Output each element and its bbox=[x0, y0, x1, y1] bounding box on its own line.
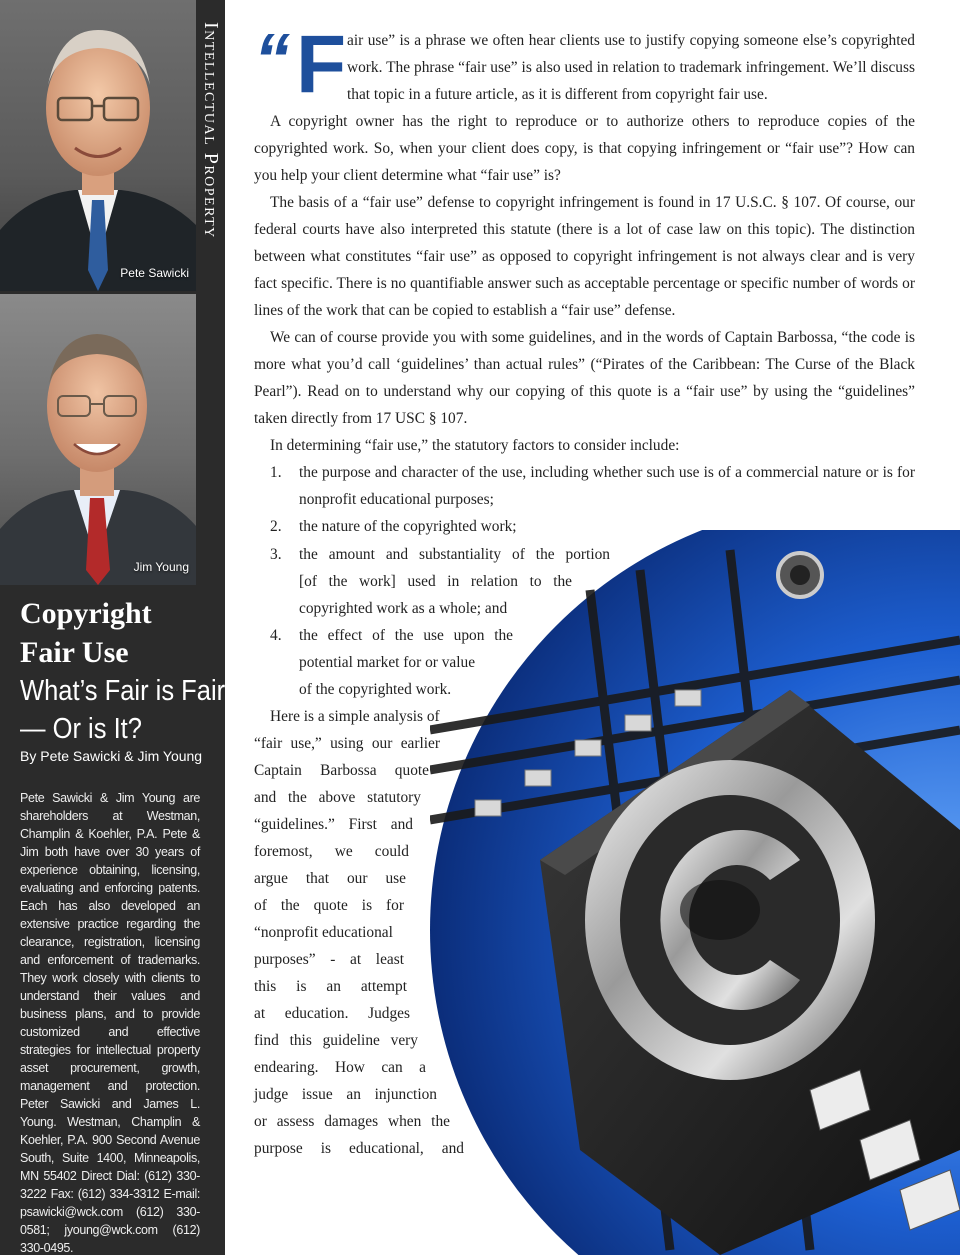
factors-list-continued bbox=[254, 541, 614, 703]
article-title bbox=[20, 594, 226, 748]
paragraph-3: The basis of a “fair use” defense to copyright infringement is found in 17 U.S.C. § 107. Of course, our federal courts have also interpreted this statute (there is a lot of case law on this topic). The distinction between what constitutes “fair use” as opposed to copyright infringement is not always clear and is very fact specific. There is no quantifiable answer such as acceptable percentage or specific number of words or lines of the work that can be copied to establish a “fair use” defense. bbox=[254, 194, 915, 319]
list-item: 1. the purpose and character of the use, including whether such use is of a commercial nature or is for nonprofit educational purposes; bbox=[270, 464, 915, 508]
sidebar bbox=[0, 0, 225, 1255]
author-bio: Pete Sawicki & Jim Young are shareholders at Westman, Champlin & Koehler, P.A. Pete & Jim both have over 30 years of experience obtaining, licensing, evaluating and enforcing patents. Each has also developed an extensive practice regarding the clearance, registration, licensing and enforcement of trademarks. They work closely with clients to understand their values and business plans, and to provide customized and effective strategies for intellectual property asset procurement, growth, management and protection. Peter Sawicki and James L. Young. Westman, Champlin & Koehler, P.A. 900 Second Avenue South, Suite 1400, Minneapolis, MN 55402 Direct Dial: (612) 330-3222 Fax: (612) 334-3312 E-mail: psawicki@wck.com (612) 330-0581; jyoung@wck.com (612) 330-0495. bbox=[20, 791, 200, 1255]
list-item: 4. the effect of the use upon the potential market for or value of the copyrighted work. bbox=[270, 627, 513, 698]
byline: By Pete Sawicki & Jim Young bbox=[20, 748, 203, 764]
drop-cap-quote: “ bbox=[254, 20, 290, 100]
paragraph-2: A copyright owner has the right to reproduce or to authorize others to reproduce copies of the copyrighted work. So, when your client does copy, is that copying infringement or “fair use”? How can you help your client determine what “fair use” is? bbox=[254, 113, 915, 184]
subtitle-line-2: — Or is It? bbox=[20, 713, 142, 745]
photo-caption-jim: Jim Young bbox=[133, 560, 189, 574]
analysis-paragraph: Here is a simple analysis of “fair use,” using our earlier Captain Barbossa quote and the above statutory “guidelines.” First and foremost, we could argue that our use of the quote is for “nonprofit educational purposes” - at least this is an attempt at education. Judges find this guideline very endearing. How can a judge issue an injunction or assess damages when the purpose is educational, and bbox=[254, 708, 464, 1157]
factors-list bbox=[254, 459, 915, 540]
drop-cap-letter: F bbox=[296, 19, 347, 110]
article-body bbox=[254, 19, 915, 540]
paragraph-5: In determining “fair use,” the statutory factors to consider include: bbox=[270, 437, 680, 454]
title-line-1: Copyright bbox=[20, 597, 152, 630]
title-line-2: Fair Use bbox=[20, 636, 129, 669]
author-photo-pete-sawicki bbox=[0, 0, 196, 291]
section-label: Intellectual Property bbox=[200, 22, 222, 239]
paragraph-1: air use” is a phrase we often hear clients use to justify copying someone else’s copyrighted work. The phrase “fair use” is also used in relation to trademark infringement. We’ll discuss that topic in a future article, as it is different from copyright fair use. bbox=[347, 32, 915, 103]
author-photo-jim-young bbox=[0, 294, 196, 585]
photo-caption-pete: Pete Sawicki bbox=[120, 266, 189, 280]
list-item: 2. the nature of the copyrighted work; bbox=[270, 518, 517, 535]
subtitle-line-1: What’s Fair is Fair bbox=[20, 675, 226, 707]
list-item: 3. the amount and substantiality of the portion [of the work] used in relation to the copyrighted work as a whole; and bbox=[270, 546, 610, 617]
paragraph-4: We can of course provide you with some guidelines, and in the words of Captain Barbossa, “the code is more what you’d call ‘guidelines’ than actual rules” (“Pirates of the Caribbean: The Curse of the Black Pearl”). Read on to understand why our copying of this quote is a “fair use” by using the “guidelines” taken directly from 17 USC § 107. bbox=[254, 329, 915, 427]
